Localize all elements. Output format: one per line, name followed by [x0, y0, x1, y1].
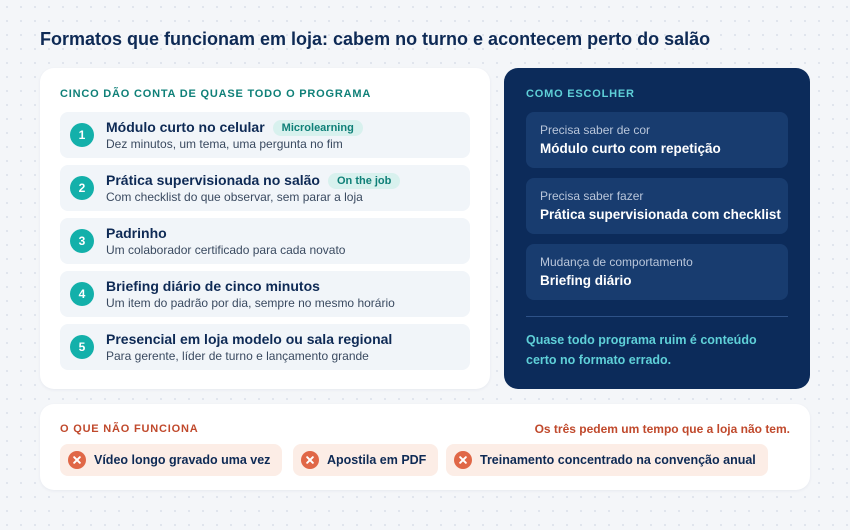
format-title-text: Módulo curto no celular — [106, 119, 265, 135]
format-item — [60, 112, 470, 158]
choice-format: Prática supervisionada com checklist — [540, 207, 781, 222]
format-description: Um colaborador certificado para cada novato — [106, 243, 346, 257]
choose-card — [504, 68, 810, 389]
not-working-note: Os três pedem um tempo que a loja não tem. — [534, 422, 790, 436]
choice-need: Precisa saber de cor — [540, 123, 651, 137]
chip-label: Treinamento concentrado na convenção anual — [480, 453, 756, 467]
divider — [526, 316, 788, 317]
choice-box — [526, 178, 788, 234]
chip-label: Apostila em PDF — [327, 453, 427, 467]
format-number-badge: 2 — [70, 176, 94, 200]
choice-format: Módulo curto com repetição — [540, 141, 721, 156]
formats-card — [40, 68, 490, 389]
choice-box — [526, 244, 788, 300]
format-title: Briefing diário de cinco minutos — [106, 278, 320, 294]
format-title: Padrinho — [106, 225, 167, 241]
not-working-card — [40, 404, 810, 490]
format-tag: On the job — [328, 173, 400, 189]
choose-note: Quase todo programa ruim é conteúdo certo no formato errado. — [526, 333, 757, 367]
chip-label: Vídeo longo gravado uma vez — [94, 453, 271, 467]
choice-need: Precisa saber fazer — [540, 189, 644, 203]
not-working-chip — [60, 444, 282, 476]
format-number-badge: 4 — [70, 282, 94, 306]
format-title-text: Prática supervisionada no salão — [106, 172, 320, 188]
not-working-chip — [446, 444, 768, 476]
format-description: Com checklist do que observar, sem parar a loja — [106, 190, 363, 204]
format-number-badge: 5 — [70, 335, 94, 359]
format-title — [106, 172, 400, 189]
choice-box — [526, 112, 788, 168]
formats-section-label: CINCO DÃO CONTA DE QUASE TODO O PROGRAMA — [60, 88, 372, 100]
format-item — [60, 218, 470, 264]
format-item — [60, 165, 470, 211]
format-item — [60, 324, 470, 370]
format-tag: Microlearning — [273, 120, 363, 136]
not-working-section-label: O QUE NÃO FUNCIONA — [60, 423, 199, 435]
format-number-badge: 3 — [70, 229, 94, 253]
format-description: Para gerente, líder de turno e lançamento grande — [106, 349, 369, 363]
format-number-badge: 1 — [70, 123, 94, 147]
choice-need: Mudança de comportamento — [540, 255, 693, 269]
x-circle-icon — [301, 451, 319, 469]
x-circle-icon — [454, 451, 472, 469]
choice-format: Briefing diário — [540, 273, 632, 288]
choose-section-label: COMO ESCOLHER — [526, 88, 635, 100]
format-description: Um item do padrão por dia, sempre no mesmo horário — [106, 296, 395, 310]
x-circle-icon — [68, 451, 86, 469]
page-title: Formatos que funcionam em loja: cabem no turno e acontecem perto do salão — [40, 29, 711, 49]
format-title — [106, 119, 363, 136]
format-item — [60, 271, 470, 317]
not-working-chip — [293, 444, 438, 476]
format-title: Presencial em loja modelo ou sala regional — [106, 331, 393, 347]
format-description: Dez minutos, um tema, uma pergunta no fim — [106, 137, 343, 151]
